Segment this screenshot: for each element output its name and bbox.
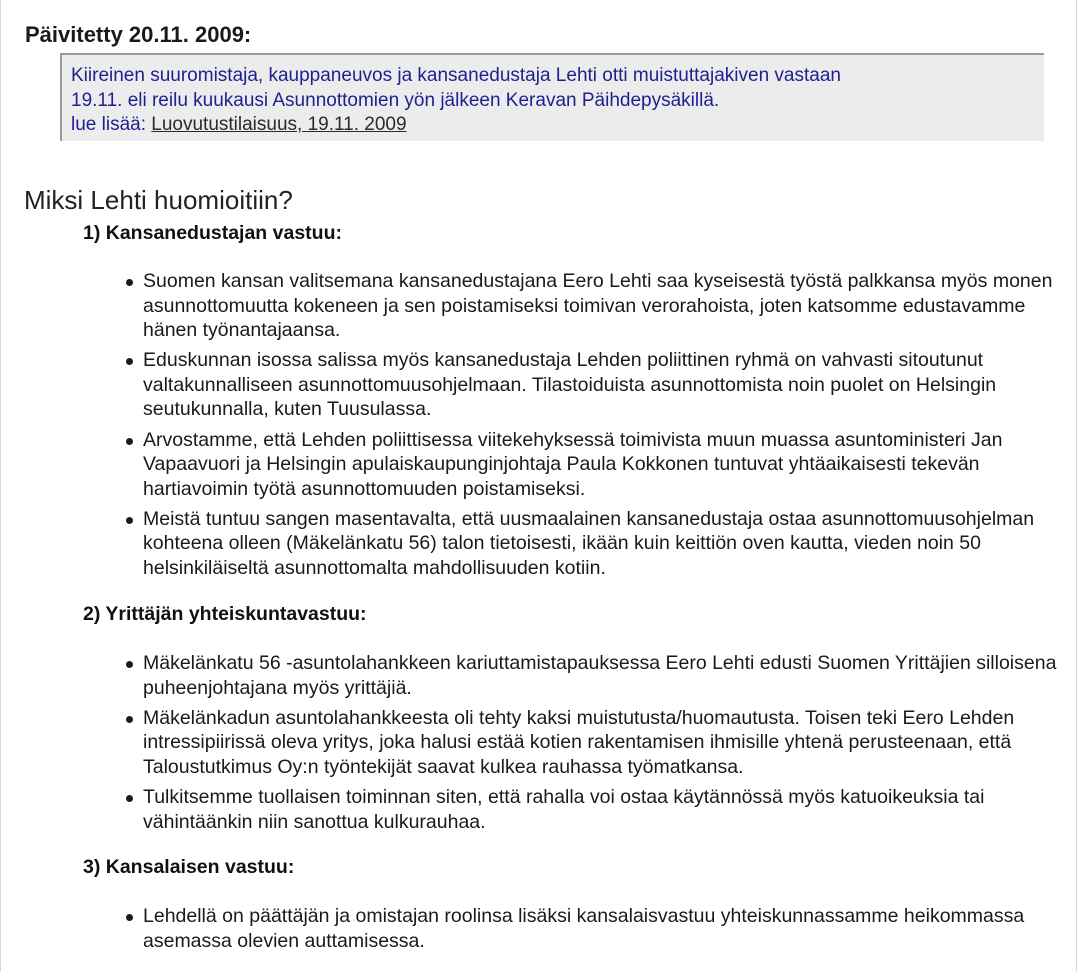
subsection-list-2 (0, 651, 1065, 840)
list-item-text: Arvostamme, että Lehden poliittisessa viitekehyksessä toimivista muun muassa asuntoministeri Jan Vapaavuori ja Helsingin apulaiskaupunginjohtaja Paula Kokkonen tuntuvat yhtäaikaisesti tekevän hartiavoimin työtä asunnottomuuden poistamiseksi. (143, 428, 1003, 500)
list-item-text: Mäkelänkadun asuntolahankkeesta oli tehty kaksi muistutusta/huomautusta. Toisen teki Eero Lehden intressipiirissä oleva yritys, joka halusi estää kotien rakentamisen ihmisille yhtenä perusteenaan, että Taloustutkimus Oy:n työntekijät saavat kulkea rauhassa työmatkansa. (143, 706, 1015, 778)
bullet-icon (126, 914, 133, 921)
read-more-label: lue lisää: (71, 114, 146, 135)
bullet-icon (126, 358, 133, 365)
bullet-icon (126, 517, 133, 524)
update-notice-box (60, 53, 1044, 141)
list-item (0, 428, 1065, 502)
subsection-heading-3: 3) Kansalaisen vastuu: (83, 856, 295, 878)
list-item-text: Meistä tuntuu sangen masentavalta, että uusmaalainen kansanedustaja ostaa asunnottomuusohjelman kohteena olleen (Mäkelänkatu 56) talon tietoisesti, ikään kuin keittiön oven kautta, vieden noin 50 helsinkiläiseltä asunnottomalta mahdollisuuden kotiin. (143, 507, 1035, 580)
updated-heading: Päivitetty 20.11. 2009: (25, 22, 252, 47)
read-more-line (71, 113, 1034, 138)
list-item (0, 651, 1065, 700)
list-item (0, 507, 1065, 581)
bullet-icon (126, 716, 133, 723)
list-item (0, 348, 1065, 422)
list-item-text: Mäkelänkatu 56 -asuntolahankkeen kariuttamistapauksessa Eero Lehti edusti Suomen Yrittäjien silloisena puheenjohtajana myös yrittäjiä. (143, 652, 1057, 699)
bullet-icon (126, 795, 133, 802)
subsection-list-1 (0, 269, 1065, 586)
list-item (0, 269, 1065, 343)
subsection-heading-2: 2) Yrittäjän yhteiskuntavastuu: (83, 603, 367, 625)
notice-line-2: 19.11. eli reilu kuukausi Asunnottomien yön jälkeen Keravan Päihdepysäkillä. (71, 89, 720, 111)
read-more-link[interactable]: Luovutustilaisuus, 19.11. 2009 (151, 114, 407, 135)
section-title: Miksi Lehti huomioitiin? (24, 185, 293, 215)
list-item (0, 706, 1065, 780)
notice-line-1: Kiireinen suuromistaja, kauppaneuvos ja kansanedustaja Lehti otti muistuttajakiven vastaan (71, 65, 841, 86)
subsection-list-3 (0, 904, 1065, 959)
list-item-text: Eduskunnan isossa salissa myös kansanedustaja Lehden poliittinen ryhmä on vahvasti sitoutunut valtakunnalliseen asunnottomuusohjelmaan. Tilastoiduista asunnottomista noin puolet on Helsingin seutukunnalla, kuten Tuusulassa. (143, 349, 997, 421)
list-item (0, 785, 1065, 834)
bullet-icon (126, 279, 133, 286)
bullet-icon (126, 438, 133, 445)
list-item-text: Suomen kansan valitsemana kansanedustajana Eero Lehti saa kyseisestä työstä palkkansa myös monen asunnottomuutta kokeneen ja sen poistamiseksi toimivan verorahoista, joten katsomme edustavamme hänen työnantajaansa. (143, 270, 1053, 342)
bullet-icon (126, 661, 133, 668)
list-item (0, 904, 1065, 953)
list-item-text: Lehdellä on päättäjän ja omistajan roolinsa lisäksi kansalaisvastuu yhteiskunnassamme heikommassa asemassa olevien auttamisessa. (143, 905, 1025, 952)
subsection-heading-1: 1) Kansanedustajan vastuu: (83, 222, 342, 244)
list-item-text: Tulkitsemme tuollaisen toiminnan siten, että rahalla voi ostaa käytännössä myös katuoikeuksia tai vähintäänkin niin sanottua kulkurauhaa. (143, 785, 985, 833)
